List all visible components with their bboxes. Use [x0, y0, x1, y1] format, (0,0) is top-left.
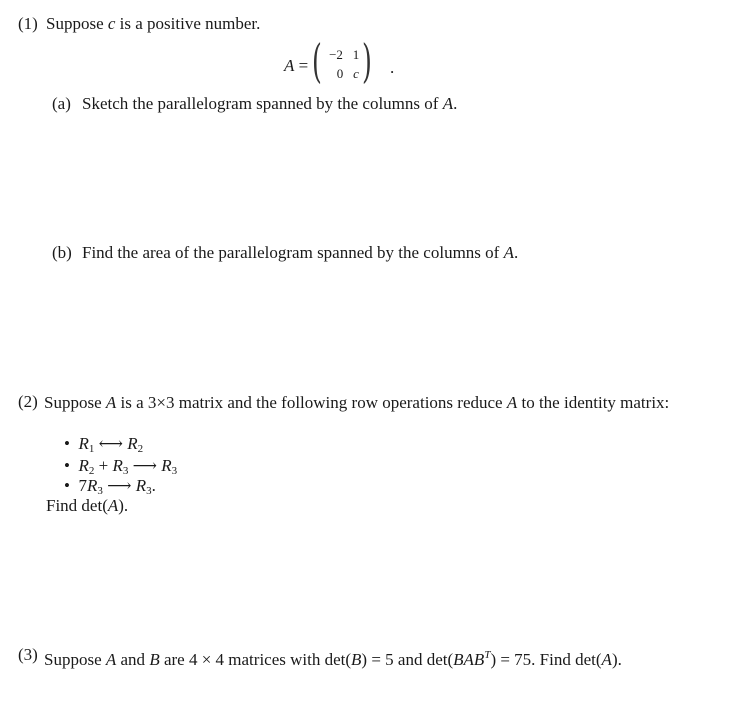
q1a-label: (a)	[52, 94, 71, 113]
q1b-text: Find the area of the parallelogram spanned by the columns of A.	[82, 243, 519, 262]
q1b-label: (b)	[52, 243, 72, 262]
q3-number: (3)	[18, 645, 38, 664]
q2-text: Suppose A is a 3×3 matrix and the following row operations reduce A to the identity matrix:	[44, 393, 670, 412]
q1a-text: Sketch the parallelogram spanned by the columns of A.	[82, 94, 458, 113]
list-item: • $7R_3$ ⟶ $R_3$.	[64, 476, 156, 497]
q3-text: Suppose A and B are 4 × 4 matrices with det(B) = 5 and $\det(BAB^T) = 75$. Find det(A).	[44, 649, 622, 669]
matrix-cell-1-0: 0	[336, 66, 344, 81]
list-item: • $R_2 + R_3$ ⟶ $R_3$	[64, 456, 178, 477]
q2-find: Find det(A).	[46, 496, 129, 515]
right-paren: )	[362, 34, 372, 88]
matrix-label: A =	[284, 56, 309, 75]
matrix-cell-0-1: 1	[352, 47, 360, 62]
matrix-period: .	[390, 58, 395, 77]
q1-number: (1)	[18, 14, 38, 33]
q1-text: Suppose c is a positive number.	[46, 14, 261, 33]
left-paren: (	[312, 34, 322, 88]
matrix-cell-0-0: −2	[329, 47, 343, 62]
list-item: • $R_1$ ⟷ $R_2$	[64, 434, 144, 455]
matrix-cell-1-1: c	[353, 66, 359, 81]
q2-number: (2)	[18, 392, 38, 411]
